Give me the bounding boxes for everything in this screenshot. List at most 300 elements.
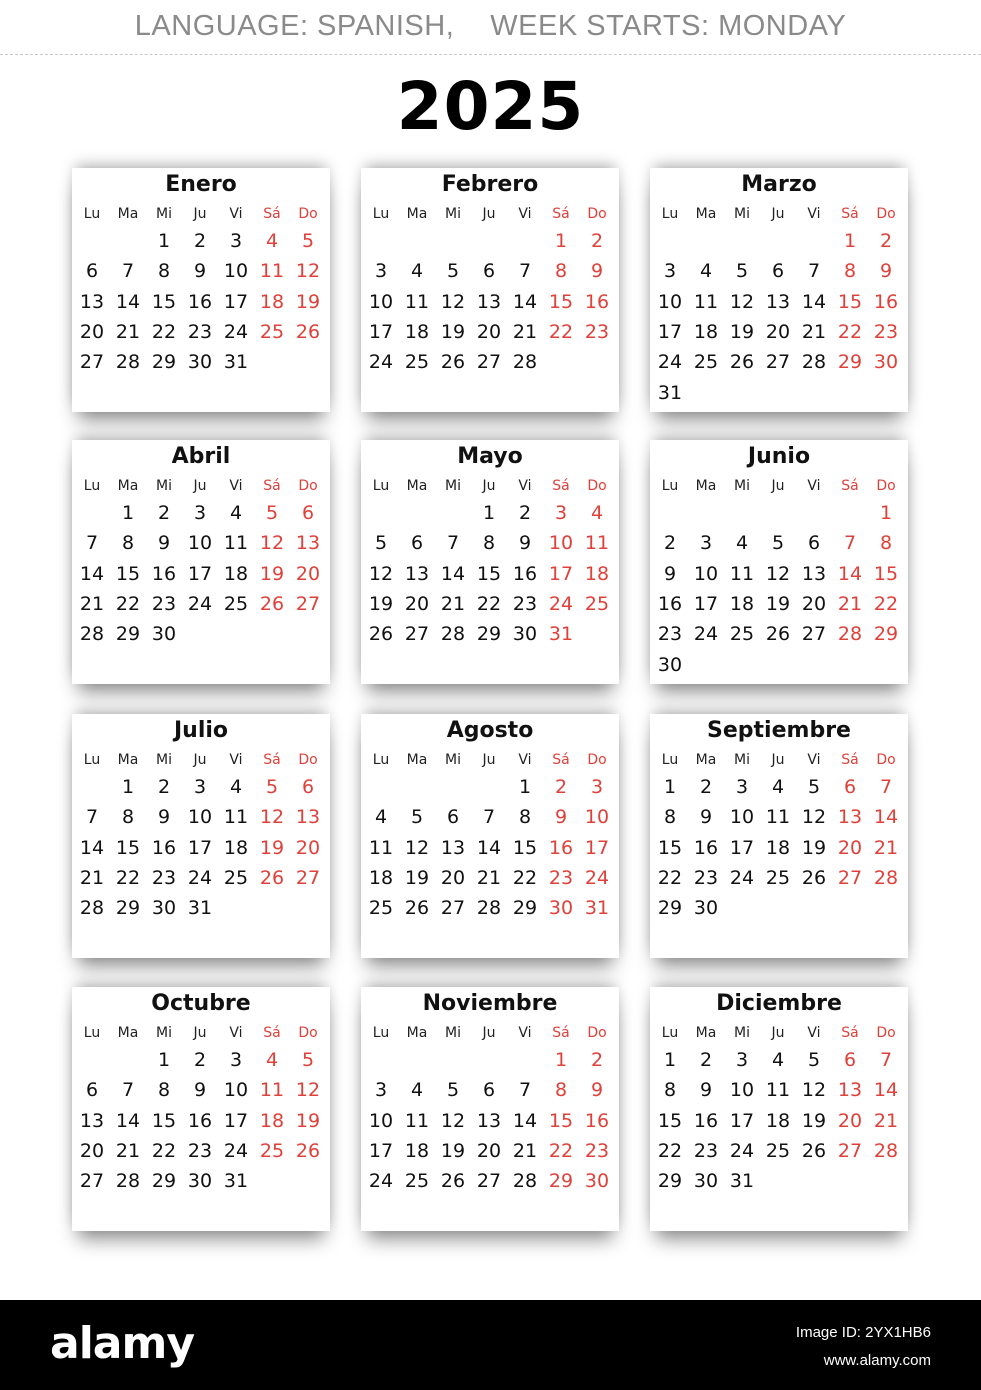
day-cell: 15	[151, 1109, 177, 1132]
day-cell: 27	[801, 623, 827, 646]
day-cell: 18	[765, 1109, 791, 1132]
day-cell: 14	[79, 836, 105, 859]
day-cell: 24	[548, 592, 574, 615]
day-cell: 23	[187, 320, 213, 343]
day-cell: 19	[404, 866, 430, 889]
day-cell: 15	[115, 836, 141, 859]
weekday-header: Vi	[807, 478, 821, 494]
weekday-header: Ju	[482, 752, 496, 768]
day-cell: 16	[151, 562, 177, 585]
month-name: Septiembre	[707, 718, 851, 743]
day-cell: 21	[476, 866, 502, 889]
day-cell: 25	[259, 320, 285, 343]
day-cell: 30	[151, 623, 177, 646]
day-cell: 18	[404, 320, 430, 343]
weekday-header: Ma	[406, 1025, 428, 1041]
day-cell: 29	[115, 623, 141, 646]
day-cell: 1	[482, 502, 496, 524]
day-cell: 6	[843, 1049, 857, 1071]
month-card-abril	[72, 440, 330, 684]
month-card-diciembre	[650, 987, 908, 1231]
day-cell: 6	[482, 260, 496, 283]
day-cell: 24	[187, 866, 213, 889]
day-cell: 5	[735, 260, 749, 283]
day-cell: 5	[265, 502, 279, 524]
day-cell: 16	[693, 836, 719, 859]
weekday-header: Lu	[83, 478, 101, 494]
day-cell: 23	[584, 1139, 610, 1162]
day-cell: 11	[729, 562, 755, 585]
weekday-header: Lu	[661, 752, 679, 768]
day-cell: 30	[693, 897, 719, 920]
day-cell: 9	[699, 1079, 713, 1102]
weekday-header: Ju	[771, 752, 785, 768]
day-cell: 26	[368, 623, 394, 646]
day-cell: 11	[259, 1079, 285, 1102]
day-cell: 30	[584, 1170, 610, 1193]
day-cell: 18	[259, 290, 285, 313]
day-cell: 18	[765, 836, 791, 859]
day-cell: 27	[79, 351, 105, 374]
image-id-label: Image ID: 2YX1HB6	[795, 1324, 931, 1341]
weekday-header: Mi	[734, 1025, 750, 1041]
day-cell: 16	[512, 562, 538, 585]
day-cell: 27	[837, 1139, 863, 1162]
day-cell: 28	[837, 623, 863, 646]
day-cell: 27	[295, 592, 321, 615]
day-cell: 9	[590, 260, 604, 283]
day-cell: 17	[187, 562, 213, 585]
weekday-header: Ma	[117, 1025, 139, 1041]
day-cell: 20	[837, 1109, 863, 1132]
day-cell: 2	[554, 776, 568, 798]
day-cell: 6	[807, 532, 821, 555]
day-cell: 6	[482, 1079, 496, 1102]
day-cell: 5	[446, 1079, 460, 1102]
weekday-header: Sá	[552, 1025, 570, 1041]
day-cell: 4	[265, 230, 279, 252]
day-cell: 15	[151, 290, 177, 313]
day-cell: 23	[151, 592, 177, 615]
day-cell: 10	[223, 260, 249, 283]
day-cell: 25	[404, 351, 430, 374]
day-cell: 15	[512, 836, 538, 859]
day-cell: 24	[368, 351, 394, 374]
day-cell: 12	[295, 260, 321, 283]
day-cell: 22	[548, 1139, 574, 1162]
day-cell: 30	[693, 1170, 719, 1193]
day-cell: 25	[765, 866, 791, 889]
day-cell: 18	[223, 562, 249, 585]
weekday-header: Mi	[156, 206, 172, 222]
day-cell: 8	[121, 806, 135, 829]
weekday-header: Ma	[695, 1025, 717, 1041]
weekday-header: Vi	[518, 478, 532, 494]
day-cell: 11	[259, 260, 285, 283]
day-cell: 8	[879, 532, 893, 555]
day-cell: 14	[115, 290, 141, 313]
day-cell: 18	[259, 1109, 285, 1132]
day-cell: 17	[368, 320, 394, 343]
day-cell: 25	[223, 866, 249, 889]
day-cell: 30	[187, 351, 213, 374]
day-cell: 28	[476, 897, 502, 920]
day-cell: 18	[584, 562, 610, 585]
day-cell: 6	[301, 776, 315, 798]
month-name: Enero	[165, 172, 237, 197]
day-cell: 11	[765, 806, 791, 829]
day-cell: 31	[548, 623, 574, 646]
day-cell: 29	[151, 351, 177, 374]
day-cell: 9	[157, 806, 171, 829]
day-cell: 30	[187, 1170, 213, 1193]
day-cell: 1	[157, 230, 171, 252]
weekday-header: Mi	[156, 752, 172, 768]
weekday-header: Ma	[406, 752, 428, 768]
weekday-header: Sá	[841, 478, 859, 494]
day-cell: 3	[663, 260, 677, 283]
day-cell: 12	[259, 532, 285, 555]
day-cell: 28	[79, 623, 105, 646]
day-cell: 17	[584, 836, 610, 859]
day-cell: 12	[801, 1079, 827, 1102]
day-cell: 17	[368, 1139, 394, 1162]
day-cell: 11	[368, 836, 394, 859]
day-cell: 4	[229, 502, 243, 524]
day-cell: 20	[79, 1139, 105, 1162]
day-cell: 20	[765, 320, 791, 343]
day-cell: 8	[554, 1079, 568, 1102]
day-cell: 2	[157, 776, 171, 798]
weekday-header: Lu	[83, 1025, 101, 1041]
day-cell: 23	[187, 1139, 213, 1162]
day-cell: 21	[79, 866, 105, 889]
day-cell: 9	[590, 1079, 604, 1102]
day-cell: 13	[801, 562, 827, 585]
day-cell: 19	[765, 592, 791, 615]
day-cell: 3	[590, 776, 604, 798]
day-cell: 3	[699, 532, 713, 555]
day-cell: 22	[115, 592, 141, 615]
weekday-header: Ju	[193, 1025, 207, 1041]
day-cell: 24	[584, 866, 610, 889]
day-cell: 21	[512, 1139, 538, 1162]
month-card-julio	[72, 714, 330, 958]
day-cell: 12	[295, 1079, 321, 1102]
day-cell: 18	[368, 866, 394, 889]
day-cell: 16	[693, 1109, 719, 1132]
day-cell: 28	[873, 1139, 899, 1162]
day-cell: 19	[259, 562, 285, 585]
weekday-header: Lu	[372, 206, 390, 222]
day-cell: 5	[374, 532, 388, 555]
day-cell: 23	[873, 320, 899, 343]
day-cell: 24	[223, 320, 249, 343]
month-card-junio	[650, 440, 908, 684]
day-cell: 13	[837, 1079, 863, 1102]
weekday-header: Lu	[661, 478, 679, 494]
weekday-header: Lu	[372, 1025, 390, 1041]
day-cell: 10	[368, 290, 394, 313]
day-cell: 3	[229, 1049, 243, 1071]
weekday-header: Mi	[445, 752, 461, 768]
day-cell: 14	[79, 562, 105, 585]
day-cell: 30	[873, 351, 899, 374]
day-cell: 16	[187, 1109, 213, 1132]
day-cell: 5	[807, 776, 821, 798]
day-cell: 17	[187, 836, 213, 859]
month-card-febrero	[361, 168, 619, 412]
day-cell: 24	[657, 351, 683, 374]
day-cell: 4	[771, 1049, 785, 1071]
day-cell: 13	[404, 562, 430, 585]
day-cell: 4	[229, 776, 243, 798]
day-cell: 31	[223, 1170, 249, 1193]
day-cell: 27	[476, 1170, 502, 1193]
day-cell: 7	[807, 260, 821, 283]
weekday-header: Vi	[518, 752, 532, 768]
month-card-agosto	[361, 714, 619, 958]
day-cell: 17	[223, 290, 249, 313]
day-cell: 12	[729, 290, 755, 313]
weekday-header: Sá	[263, 1025, 281, 1041]
day-cell: 21	[873, 836, 899, 859]
day-cell: 9	[518, 532, 532, 555]
day-cell: 21	[512, 320, 538, 343]
day-cell: 9	[663, 562, 677, 585]
day-cell: 26	[801, 866, 827, 889]
day-cell: 9	[879, 260, 893, 283]
day-cell: 30	[548, 897, 574, 920]
weekday-header: Vi	[518, 1025, 532, 1041]
day-cell: 27	[79, 1170, 105, 1193]
day-cell: 3	[193, 776, 207, 798]
day-cell: 16	[584, 1109, 610, 1132]
weekday-header: Ma	[695, 206, 717, 222]
day-cell: 28	[440, 623, 466, 646]
day-cell: 16	[873, 290, 899, 313]
day-cell: 26	[259, 866, 285, 889]
day-cell: 29	[837, 351, 863, 374]
month-name: Mayo	[457, 444, 523, 469]
day-cell: 27	[476, 351, 502, 374]
day-cell: 2	[590, 230, 604, 252]
day-cell: 16	[187, 290, 213, 313]
day-cell: 8	[121, 532, 135, 555]
weekday-header: Sá	[263, 478, 281, 494]
day-cell: 17	[729, 836, 755, 859]
weekday-header: Do	[587, 1025, 607, 1041]
day-cell: 12	[765, 562, 791, 585]
month-name: Julio	[173, 718, 229, 743]
day-cell: 30	[512, 623, 538, 646]
day-cell: 8	[663, 1079, 677, 1102]
day-cell: 13	[837, 806, 863, 829]
weekday-header: Ju	[482, 206, 496, 222]
day-cell: 5	[301, 1049, 315, 1071]
day-cell: 27	[404, 623, 430, 646]
day-cell: 11	[404, 1109, 430, 1132]
day-cell: 19	[368, 592, 394, 615]
day-cell: 5	[446, 260, 460, 283]
day-cell: 17	[223, 1109, 249, 1132]
day-cell: 8	[554, 260, 568, 283]
day-cell: 11	[223, 532, 249, 555]
day-cell: 22	[476, 592, 502, 615]
day-cell: 28	[79, 897, 105, 920]
day-cell: 10	[657, 290, 683, 313]
month-name: Marzo	[741, 172, 817, 197]
calendar-info-header	[0, 0, 981, 55]
day-cell: 9	[193, 1079, 207, 1102]
weekday-header: Lu	[372, 478, 390, 494]
day-cell: 1	[157, 1049, 171, 1071]
day-cell: 6	[301, 502, 315, 524]
weekday-header: Ju	[771, 1025, 785, 1041]
day-cell: 22	[657, 866, 683, 889]
day-cell: 29	[657, 897, 683, 920]
day-cell: 14	[115, 1109, 141, 1132]
day-cell: 4	[265, 1049, 279, 1071]
day-cell: 25	[584, 592, 610, 615]
weekday-header: Do	[876, 206, 896, 222]
weekday-header: Do	[876, 1025, 896, 1041]
day-cell: 23	[657, 623, 683, 646]
weekday-header: Ju	[771, 206, 785, 222]
watermark-bar	[0, 1300, 981, 1390]
day-cell: 1	[554, 230, 568, 252]
day-cell: 2	[699, 776, 713, 798]
day-cell: 2	[663, 532, 677, 555]
day-cell: 18	[693, 320, 719, 343]
day-cell: 13	[79, 1109, 105, 1132]
day-cell: 10	[548, 532, 574, 555]
day-cell: 8	[482, 532, 496, 555]
day-cell: 19	[801, 836, 827, 859]
day-cell: 17	[693, 592, 719, 615]
day-cell: 14	[476, 836, 502, 859]
day-cell: 29	[548, 1170, 574, 1193]
weekday-header: Sá	[552, 206, 570, 222]
day-cell: 15	[548, 290, 574, 313]
day-cell: 5	[301, 230, 315, 252]
day-cell: 18	[223, 836, 249, 859]
day-cell: 29	[512, 897, 538, 920]
month-name: Abril	[171, 444, 231, 469]
day-cell: 14	[873, 806, 899, 829]
month-name: Noviembre	[422, 991, 558, 1016]
year-title: 2025	[396, 68, 585, 145]
month-card-marzo	[650, 168, 908, 412]
day-cell: 12	[440, 290, 466, 313]
weekday-header: Do	[876, 478, 896, 494]
day-cell: 4	[374, 806, 388, 829]
weekday-header: Do	[587, 206, 607, 222]
day-cell: 22	[657, 1139, 683, 1162]
day-cell: 16	[151, 836, 177, 859]
weekday-header: Sá	[263, 752, 281, 768]
day-cell: 2	[193, 1049, 207, 1071]
day-cell: 11	[584, 532, 610, 555]
day-cell: 24	[729, 1139, 755, 1162]
day-cell: 7	[879, 1049, 893, 1071]
day-cell: 7	[121, 1079, 135, 1102]
day-cell: 24	[729, 866, 755, 889]
day-cell: 20	[79, 320, 105, 343]
day-cell: 21	[837, 592, 863, 615]
weekday-header: Mi	[156, 478, 172, 494]
day-cell: 6	[771, 260, 785, 283]
day-cell: 25	[765, 1139, 791, 1162]
day-cell: 14	[837, 562, 863, 585]
month-name: Agosto	[446, 718, 534, 743]
day-cell: 27	[765, 351, 791, 374]
weekday-header: Do	[587, 478, 607, 494]
weekday-header: Ju	[482, 1025, 496, 1041]
weekday-header: Vi	[807, 206, 821, 222]
day-cell: 2	[699, 1049, 713, 1071]
day-cell: 26	[295, 320, 321, 343]
day-cell: 26	[801, 1139, 827, 1162]
weekday-header: Vi	[229, 1025, 243, 1041]
day-cell: 3	[374, 260, 388, 283]
weekday-header: Mi	[734, 478, 750, 494]
month-name: Diciembre	[716, 991, 842, 1016]
day-cell: 19	[729, 320, 755, 343]
language-label: LANGUAGE: SPANISH,	[134, 10, 455, 42]
day-cell: 6	[85, 1079, 99, 1102]
weekday-header: Ju	[193, 478, 207, 494]
weekday-header: Lu	[661, 206, 679, 222]
day-cell: 17	[729, 1109, 755, 1132]
day-cell: 7	[843, 532, 857, 555]
day-cell: 25	[259, 1139, 285, 1162]
day-cell: 20	[440, 866, 466, 889]
day-cell: 20	[295, 562, 321, 585]
day-cell: 9	[699, 806, 713, 829]
weekday-header: Sá	[841, 1025, 859, 1041]
day-cell: 11	[765, 1079, 791, 1102]
day-cell: 24	[223, 1139, 249, 1162]
day-cell: 23	[584, 320, 610, 343]
weekday-header: Ma	[117, 206, 139, 222]
day-cell: 12	[368, 562, 394, 585]
day-cell: 26	[404, 897, 430, 920]
month-name: Octubre	[151, 991, 251, 1016]
weekday-header: Lu	[83, 752, 101, 768]
day-cell: 22	[512, 866, 538, 889]
day-cell: 10	[187, 806, 213, 829]
weekday-header: Lu	[83, 206, 101, 222]
weekday-header: Sá	[841, 206, 859, 222]
day-cell: 29	[657, 1170, 683, 1193]
day-cell: 31	[223, 351, 249, 374]
day-cell: 12	[440, 1109, 466, 1132]
day-cell: 13	[440, 836, 466, 859]
day-cell: 14	[801, 290, 827, 313]
day-cell: 24	[693, 623, 719, 646]
day-cell: 23	[151, 866, 177, 889]
weekday-header: Mi	[445, 478, 461, 494]
month-name: Febrero	[441, 172, 539, 197]
day-cell: 11	[693, 290, 719, 313]
day-cell: 15	[548, 1109, 574, 1132]
day-cell: 14	[512, 290, 538, 313]
weekday-header: Do	[876, 752, 896, 768]
weekday-header: Mi	[445, 206, 461, 222]
day-cell: 29	[151, 1170, 177, 1193]
weekday-header: Mi	[734, 752, 750, 768]
